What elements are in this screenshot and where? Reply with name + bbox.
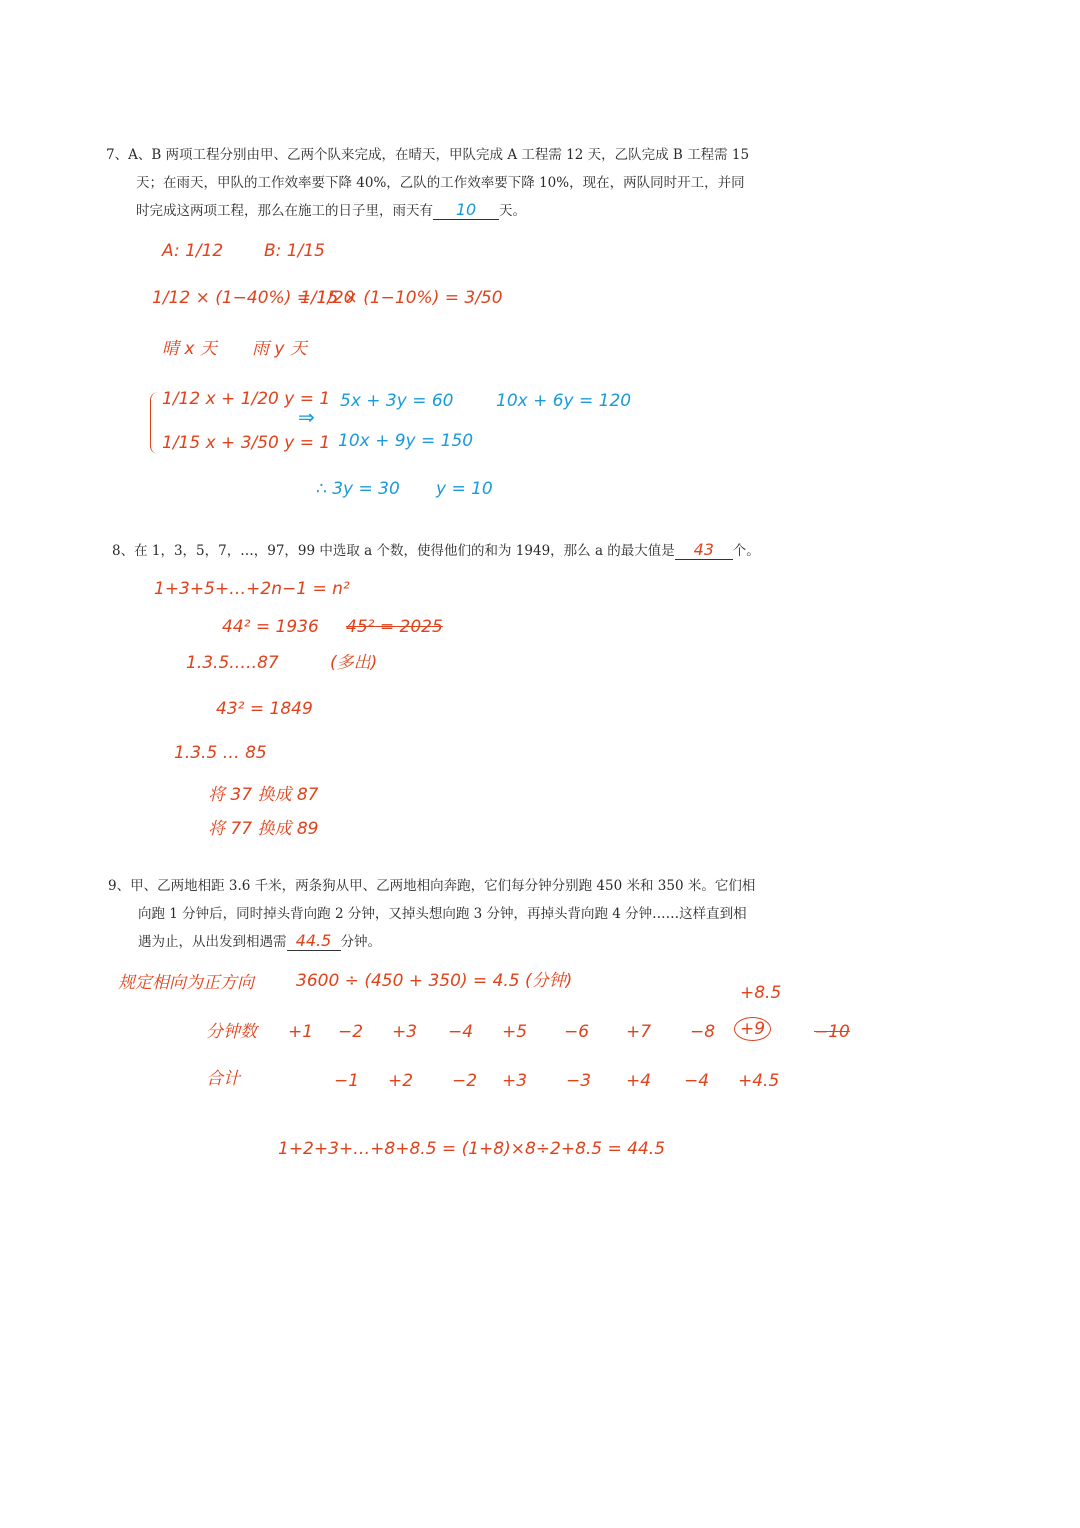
- q9-row1-cell: −6: [564, 1022, 590, 1042]
- q9-row1-cell: −4: [448, 1022, 474, 1042]
- q7-line-3: [136, 197, 526, 225]
- q9-row1-cell-crossed: −10: [814, 1022, 850, 1042]
- q8-work-6: 43² = 1849: [216, 699, 313, 719]
- q7-work-rainy: 雨 y 天: [252, 339, 307, 359]
- q9-row2-cell: −2: [452, 1071, 478, 1091]
- q9-line-3: [138, 928, 381, 956]
- q8-work-5: (多出): [330, 653, 378, 673]
- q9-row2-cell: +2: [388, 1071, 414, 1091]
- q9-row1-cell: +5: [502, 1022, 528, 1042]
- q8-work-2: 44² = 1936: [222, 617, 319, 637]
- q7-work-eq1: 1/12 x + 1/20 y = 1: [162, 389, 331, 409]
- q9-row2-label: 合计: [206, 1069, 240, 1089]
- q8-line-1-post: 个。: [732, 543, 760, 559]
- q9-row1-cell: +3: [392, 1022, 418, 1042]
- q9-line-3-pre: 遇为止，从出发到相遇需: [138, 934, 287, 950]
- q8-line-1: [112, 537, 760, 565]
- q9-work-extra: +8.5: [740, 983, 782, 1003]
- q7-work-a-rain: 1/12 × (1−40%) = 1/20: [152, 288, 355, 308]
- q8-work-8: 将 37 换成 87: [208, 785, 319, 805]
- q9-line-3-post: 分钟。: [340, 934, 381, 950]
- q7-answer-blank: 10: [433, 201, 499, 220]
- q9-row1-cell-circled: +9: [734, 1017, 771, 1041]
- q7-equation-brace: [150, 392, 161, 454]
- q8-work-1: 1+3+5+…+2n−1 = n²: [154, 579, 350, 599]
- q9-row1-cell: −2: [338, 1022, 364, 1042]
- q7-work-b-rate: B: 1/15: [264, 241, 325, 261]
- q9-row1-label: 分钟数: [206, 1022, 257, 1042]
- q9-answer-blank: 44.5: [287, 932, 341, 951]
- q9-row1-cell: +7: [626, 1022, 652, 1042]
- q9-row1-cell: +1: [288, 1022, 314, 1042]
- q8-answer-blank: 43: [675, 541, 733, 560]
- q9-work-time-calc: 3600 ÷ (450 + 350) = 4.5 (分钟): [296, 971, 573, 991]
- q9-row2-cell: −1: [334, 1071, 360, 1091]
- q7-work-b-res1: ∴ 3y = 30: [316, 479, 400, 499]
- q7-line-3-post: 天。: [499, 203, 526, 219]
- q9-row2-cell: +4.5: [738, 1071, 780, 1091]
- q7-work-b-res2: y = 10: [436, 479, 493, 499]
- q7-work-b-eq1: 5x + 3y = 60: [340, 391, 454, 411]
- q7-work-b-eq3: 10x + 6y = 120: [496, 391, 632, 411]
- q7-work-b-eq2: 10x + 9y = 150: [338, 431, 474, 451]
- q9-line-2: 向跑 1 分钟后，同时掉头背向跑 2 分钟，又掉头想向跑 3 分钟，再掉头背向跑 4 分钟……这样直到相: [138, 906, 747, 922]
- q9-row1-cell: −8: [690, 1022, 716, 1042]
- q7-line-2: 天；在雨天，甲队的工作效率要下降 40%，乙队的工作效率要下降 10%，现在，两队同时开工，并同: [136, 175, 745, 191]
- q9-row2-cell: +4: [626, 1071, 652, 1091]
- q7-work-arrow: ⇒: [298, 405, 315, 429]
- q9-row2-cell: +3: [502, 1071, 528, 1091]
- q7-work-a-rate: A: 1/12: [162, 241, 224, 261]
- q9-work-rule: 规定相向为正方向: [118, 973, 254, 993]
- q8-line-1-pre: 8、在 1，3，5，7，…，97，99 中选取 a 个数，使得他们的和为 1949，那么 a 的最大值是: [112, 543, 675, 559]
- q9-work-final: 1+2+3+…+8+8.5 = (1+8)×8÷2+8.5 = 44.5: [278, 1139, 666, 1159]
- q7-line-3-pre: 时完成这两项工程，那么在施工的日子里，雨天有: [136, 203, 433, 219]
- q9-line-1: 9、甲、乙两地相距 3.6 千米，两条狗从甲、乙两地相向奔跑，它们每分钟分别跑 450 米和 350 米。它们相: [108, 878, 756, 894]
- q8-work-9: 将 77 换成 89: [208, 819, 319, 839]
- q8-work-4: 1.3.5.….87: [186, 653, 279, 673]
- q9-row2-cell: −3: [566, 1071, 592, 1091]
- q7-line-1: 7、A、B 两项工程分别由甲、乙两个队来完成，在晴天，甲队完成 A 工程需 12 天，乙队完成 B 工程需 15: [106, 147, 750, 163]
- q8-work-7: 1.3.5 … 85: [174, 743, 267, 763]
- q8-work-3: 45² = 2025: [346, 617, 443, 637]
- q7-work-b-rain: 1/15 × (1−10%) = 3/50: [300, 288, 503, 308]
- q7-work-eq2: 1/15 x + 3/50 y = 1: [162, 433, 331, 453]
- q7-work-sunny: 晴 x 天: [162, 339, 217, 359]
- q9-row2-cell: −4: [684, 1071, 710, 1091]
